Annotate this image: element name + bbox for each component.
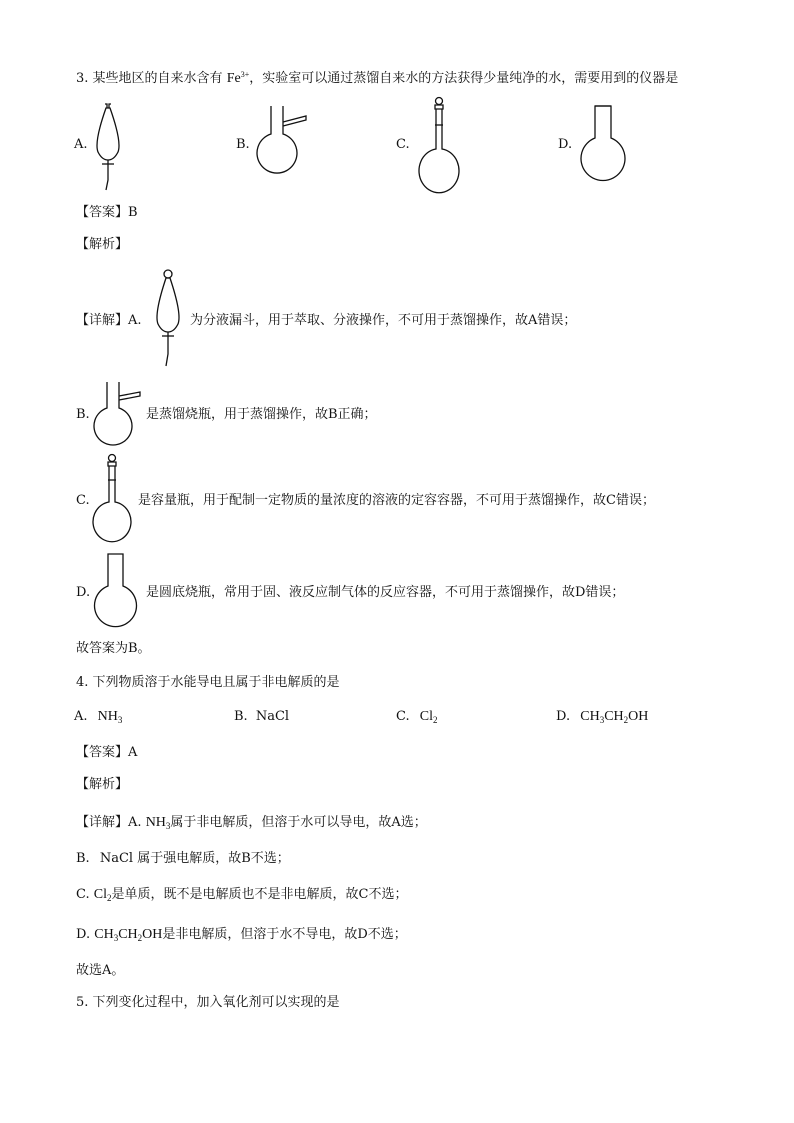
formula-cl2: $Cl_2$ [93,887,112,903]
separatory-funnel-icon [88,102,128,194]
q4-option-a: A. $NH_3$ [74,709,123,725]
formula-ethanol: $CH_3CH_2OH$ [94,927,163,943]
q4-option-d: D. $CH_3CH_2OH$ [556,709,649,725]
q4-conclusion: 故选A。 [76,963,125,978]
q4-detail-b: B. NaCl 属于强电解质，故B不选； [76,851,290,866]
separatory-funnel-icon [148,268,188,368]
q3-analysis-tag: 【解析】 [76,237,129,252]
distillation-flask-icon [254,104,314,180]
q3-option-c: C. [396,137,410,152]
q4-detail-d: D. $CH_3CH_2OH$是非电解质，但溶于水不导电，故D不选； [76,927,407,943]
q3-option-d: D. [558,137,573,152]
q4-option-b: B. NaCl [234,709,290,724]
q3-detail-d-label: D. [76,585,91,600]
q5-stem: 5. 下列变化过程中，加入氧化剂可以实现的是 [76,995,340,1010]
q3-stem: 3. 某些地区的自来水含有 $Fe^{3+}$，实验室可以通过蒸馏自来水的方法获得少量纯净的水，需要用到的仪器是 [76,70,679,86]
q4-analysis-tag: 【解析】 [76,777,129,792]
q4-answer: 【答案】A [76,745,138,760]
q4-detail-c: C. $Cl_2$是单质，既不是电解质也不是非电解质，故C不选； [76,887,408,903]
round-bottom-flask-icon [92,552,142,632]
q3-option-a: A. [74,137,88,152]
q3-answer: 【答案】B [76,205,138,220]
distillation-flask-icon [92,380,152,450]
q4-option-c: C. $Cl_2$ [396,709,438,725]
volumetric-flask-icon [416,95,466,193]
round-bottom-flask-icon [578,104,628,184]
q3-detail-a-text: 为分液漏斗，用于萃取、分液操作，不可用于蒸馏操作，故A错误； [190,313,577,328]
q4-detail-a: 【详解】A. $NH_3$属于非电解质，但溶于水可以导电，故A选； [76,815,427,831]
volumetric-flask-icon [92,452,142,542]
q3-detail-b-label: B. [76,407,90,422]
q3-detail-c-text: 是容量瓶，用于配制一定物质的量浓度的溶液的定容容器，不可用于蒸馏操作，故C错误； [138,493,655,508]
q3-detail-b-text: 是蒸馏烧瓶，用于蒸馏操作，故B正确； [146,407,377,422]
q3-detail-d-text: 是圆底烧瓶，常用于固、液反应制气体的反应容器，不可用于蒸馏操作，故D错误； [146,585,625,600]
q3-option-b: B. [236,137,250,152]
q4-stem: 4. 下列物质溶于水能导电且属于非电解质的是 [76,675,340,690]
formula-nh3: $NH_3$ [145,815,171,831]
fe-ion: $Fe^{3+}$ [226,70,250,86]
q3-conclusion: 故答案为B。 [76,641,151,656]
q3-detail-c-label: C. [76,493,90,508]
q3-detail-a: 【详解】A. [76,313,142,328]
